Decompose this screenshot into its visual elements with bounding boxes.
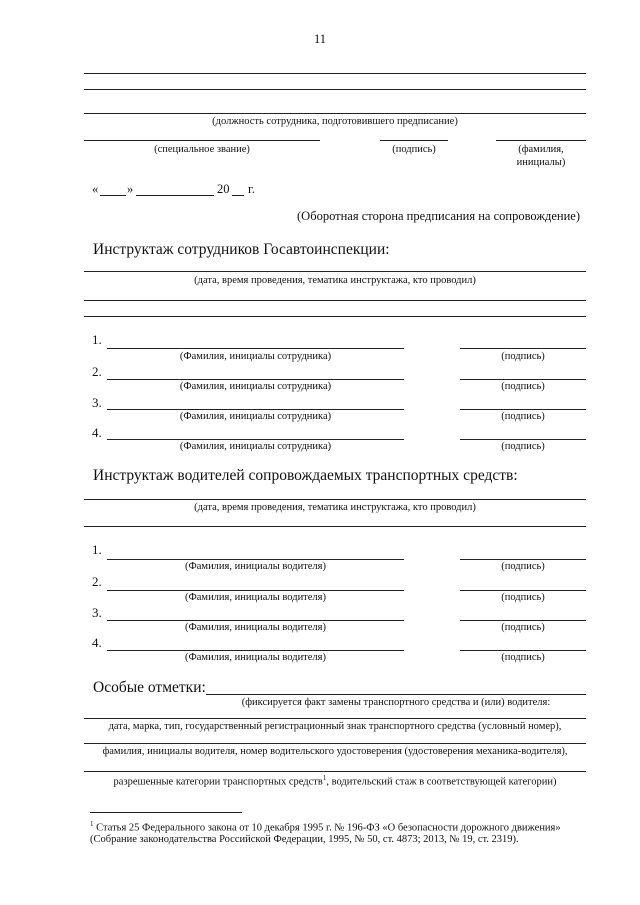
staff-name-line[interactable]: [107, 439, 404, 440]
date-open-quote: «: [92, 182, 99, 196]
blank-line[interactable]: [84, 300, 586, 301]
blank-line[interactable]: [84, 89, 586, 90]
driver-name-line[interactable]: [107, 620, 404, 621]
rank-caption: (специальное звание): [154, 144, 250, 155]
driver-row-number: 3.: [92, 605, 102, 620]
staff-signature-caption: (подпись): [501, 381, 545, 392]
driver-name-caption: (Фамилия, инициалы водителя): [184, 652, 327, 663]
staff-name-caption: (Фамилия, инициалы сотрудника): [179, 381, 332, 392]
staff-row-number: 1.: [92, 332, 102, 347]
date-day-line[interactable]: [100, 195, 126, 196]
rank-line[interactable]: [84, 140, 320, 141]
driver-date-caption: (дата, время проведения, тематика инструктажа, кто проводил): [194, 502, 476, 513]
driver-row-number: 4.: [92, 635, 102, 650]
driver-name-caption: (Фамилия, инициалы водителя): [184, 592, 327, 603]
driver-name-line[interactable]: [107, 590, 404, 591]
staff-name-line[interactable]: [107, 379, 404, 380]
staff-date-caption: (дата, время проведения, тематика инструктажа, кто проводил): [194, 275, 476, 286]
special-notes-line[interactable]: [84, 718, 586, 719]
driver-signature-line[interactable]: [460, 559, 586, 560]
blank-line[interactable]: [84, 526, 586, 527]
driver-signature-line[interactable]: [460, 620, 586, 621]
date-year-prefix: 20: [217, 182, 230, 196]
driver-name-caption: (Фамилия, инициалы водителя): [184, 622, 327, 633]
staff-name-line[interactable]: [107, 409, 404, 410]
special-notes-caption: дата, марка, тип, государственный регистрационный знак транспортного средства (условный номер),: [108, 721, 562, 732]
staff-signature-caption: (подпись): [501, 441, 545, 452]
staff-signature-line[interactable]: [460, 439, 586, 440]
signature-line[interactable]: [380, 140, 448, 141]
date-year-suffix: г.: [248, 182, 255, 196]
staff-row-number: 3.: [92, 395, 102, 410]
driver-briefing-title: Инструктаж водителей сопровождаемых транспортных средств:: [93, 467, 518, 484]
special-notes-caption: [84, 774, 586, 788]
staff-name-line[interactable]: [107, 348, 404, 349]
signature-caption: (подпись): [392, 144, 436, 155]
driver-name-line[interactable]: [107, 650, 404, 651]
name-caption-line1: (фамилия,: [518, 144, 564, 155]
staff-signature-line[interactable]: [460, 348, 586, 349]
driver-name-line[interactable]: [107, 559, 404, 560]
staff-signature-caption: (подпись): [501, 411, 545, 422]
special-notes-caption-part: , водительский стаж в соответствующей категории): [326, 776, 557, 788]
special-notes-caption: (фиксируется факт замены транспортного средства и (или) водителя:: [241, 697, 551, 708]
driver-signature-caption: (подпись): [501, 652, 545, 663]
driver-signature-caption: (подпись): [501, 622, 545, 633]
date-close-quote: »: [127, 182, 134, 196]
footnote-marker: 1: [90, 820, 94, 828]
staff-date-line[interactable]: [84, 271, 586, 272]
driver-row-number: 1.: [92, 542, 102, 557]
position-caption: (должность сотрудника, подготовившего предписание): [212, 116, 458, 127]
driver-row-number: 2.: [92, 574, 102, 589]
date-month-line[interactable]: [136, 195, 214, 196]
driver-name-caption: (Фамилия, инициалы водителя): [184, 561, 327, 572]
footnote-divider: [90, 812, 242, 813]
staff-row-number: 4.: [92, 425, 102, 440]
driver-signature-caption: (подпись): [501, 561, 545, 572]
date-year-line[interactable]: [232, 195, 244, 196]
reverse-side-title: (Оборотная сторона предписания на сопровождение): [297, 209, 580, 223]
special-notes-title: Особые отметки:: [93, 679, 206, 696]
staff-signature-line[interactable]: [460, 379, 586, 380]
staff-signature-line[interactable]: [460, 409, 586, 410]
blank-line[interactable]: [84, 316, 586, 317]
staff-row-number: 2.: [92, 364, 102, 379]
page-number: 11: [313, 32, 327, 46]
special-notes-line[interactable]: [84, 771, 586, 772]
position-line[interactable]: [84, 113, 586, 114]
special-notes-caption-part: разрешенные категории транспортных средств: [113, 776, 323, 788]
staff-signature-caption: (подпись): [501, 351, 545, 362]
footnote-reference[interactable]: 1: [322, 774, 327, 782]
driver-date-line[interactable]: [84, 499, 586, 500]
footnote-text: Статья 25 Федерального закона от 10 декабря 1995 г. № 196-ФЗ «О безопасности дорожного движения»: [96, 822, 561, 834]
special-notes-line[interactable]: [84, 743, 586, 744]
driver-signature-line[interactable]: [460, 650, 586, 651]
name-caption-line2: инициалы): [516, 157, 566, 168]
driver-signature-caption: (подпись): [501, 592, 545, 603]
staff-name-caption: (Фамилия, инициалы сотрудника): [179, 351, 332, 362]
staff-briefing-title: Инструктаж сотрудников Госавтоинспекции:: [93, 241, 390, 258]
blank-line[interactable]: [84, 73, 586, 74]
name-line[interactable]: [496, 140, 586, 141]
special-notes-line[interactable]: [206, 694, 586, 695]
footnote-line-1: [90, 820, 561, 834]
footnote-line-2: (Собрание законодательства Российской Федерации, 1995, № 50, ст. 4873; 2013, № 19, ст. 2319).: [90, 834, 519, 845]
driver-signature-line[interactable]: [460, 590, 586, 591]
staff-name-caption: (Фамилия, инициалы сотрудника): [179, 411, 332, 422]
special-notes-caption: фамилия, инициалы водителя, номер водительского удостоверения (удостоверения механика-водителя),: [102, 746, 568, 757]
staff-name-caption: (Фамилия, инициалы сотрудника): [179, 441, 332, 452]
